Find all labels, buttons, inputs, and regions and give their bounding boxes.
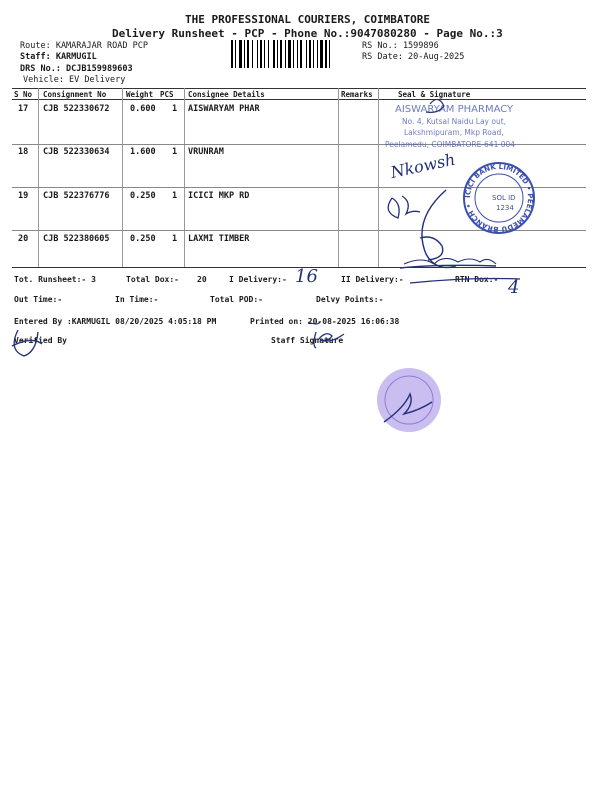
row-consignment: CJB 522330672: [43, 104, 110, 114]
row-consignee: VRUNRAM: [188, 147, 224, 157]
i-delivery-handwritten: 16: [295, 266, 318, 287]
route-label: Route: KAMARAJAR ROAD PCP: [20, 41, 148, 51]
staff-signature-mark: [314, 332, 344, 348]
tot-runsheet: Tot. Runsheet:- 3: [14, 275, 96, 284]
handwritten-name: Nkowsh: [388, 149, 457, 182]
row-sno: 18: [18, 147, 29, 157]
bank-stamp-solid: SOL ID: [492, 194, 516, 202]
pharmacy-stamp-line2: No. 4, Kutsal Naidu Lay out,: [402, 117, 507, 126]
row-consignment: CJB 522376776: [43, 191, 110, 201]
row-pcs: 1: [172, 147, 178, 157]
row-consignment: CJB 522330634: [43, 147, 110, 157]
pharmacy-stamp-line4: Peelamedu, COIMBATORE-641 004: [385, 140, 516, 149]
row-pcs: 1: [172, 104, 178, 114]
out-time: Out Time:-: [14, 295, 63, 304]
row-consignee: AISWARYAM PHAR: [188, 104, 260, 114]
row-consignee: LAXMI TIMBER: [188, 234, 250, 244]
row-sno: 17: [18, 104, 29, 114]
row-weight: 0.250: [130, 234, 156, 244]
printed-on: Printed on: 20-08-2025 16:06:38: [250, 317, 400, 326]
row-weight: 0.600: [130, 104, 156, 114]
row19-signature: [388, 196, 420, 218]
purple-stamp: [377, 368, 441, 432]
col-pcs: PCS: [160, 90, 174, 99]
in-time: In Time:-: [115, 295, 159, 304]
rs-number: RS No.: 1599896: [362, 41, 439, 51]
col-seal: Seal & Signature: [398, 90, 471, 99]
vehicle-label: Vehicle: EV Delivery: [23, 75, 126, 85]
row-weight: 1.600: [130, 147, 156, 157]
col-remarks: Remarks: [341, 90, 373, 99]
rtn-stroke: [410, 279, 520, 284]
runsheet-subtitle: Delivery Runsheet - PCP - Phone No.:9047080280 - Page No.:3: [112, 27, 503, 40]
row-consignee: ICICI MKP RD: [188, 191, 250, 201]
verified-signature: [12, 330, 42, 356]
row-sno: 20: [18, 234, 29, 244]
rtn-dox: RTN Dox:-: [455, 275, 499, 284]
pharmacy-stamp-line3: Lakshmipuram, Mkp Road,: [404, 128, 504, 137]
rtn-handwritten: 4: [508, 277, 520, 298]
ii-delivery: II Delivery:-: [341, 275, 404, 284]
delvy-points: Delvy Points:-: [316, 295, 384, 304]
col-consignee: Consignee Details: [188, 90, 265, 99]
col-sno: S No: [14, 90, 33, 99]
company-title: THE PROFESSIONAL COURIERS, COIMBATORE: [185, 13, 431, 26]
verified-by: Verified By: [14, 336, 67, 345]
printed-on-strike: [308, 322, 320, 324]
total-pod: Total POD:-: [210, 295, 263, 304]
row20-signature-flourish: [404, 258, 496, 264]
rs-date: RS Date: 20-Aug-2025: [362, 52, 465, 62]
row-pcs: 1: [172, 234, 178, 244]
row-consignment: CJB 522380605: [43, 234, 110, 244]
pharmacy-stamp: [385, 104, 515, 149]
row-pcs: 1: [172, 191, 178, 201]
i-delivery: I Delivery:-: [229, 275, 287, 284]
row-weight: 0.250: [130, 191, 156, 201]
staff-label: Staff: KARMUGIL: [20, 52, 97, 62]
bank-stamp-ring-text: ICICI BANK LIMITED • PEELAMEDU BRANCH •: [463, 162, 535, 234]
bank-stamp-id: 1234: [496, 204, 514, 212]
col-consignment: Consignment No: [43, 90, 107, 99]
pharmacy-stamp-line1: AISWARYAM PHARMACY: [395, 104, 514, 115]
total-dox-value: 20: [197, 275, 207, 284]
row-sno: 19: [18, 191, 29, 201]
entered-by: Entered By :KARMUGIL 08/20/2025 4:05:18 PM: [14, 317, 217, 326]
bank-stamp: [464, 163, 534, 233]
total-dox-label: Total Dox:-: [126, 275, 179, 284]
staff-signature-label: Staff Signature: [271, 336, 344, 345]
col-weight: Weight: [126, 90, 154, 99]
drs-number: DRS No.: DCJB159989603: [20, 64, 133, 74]
